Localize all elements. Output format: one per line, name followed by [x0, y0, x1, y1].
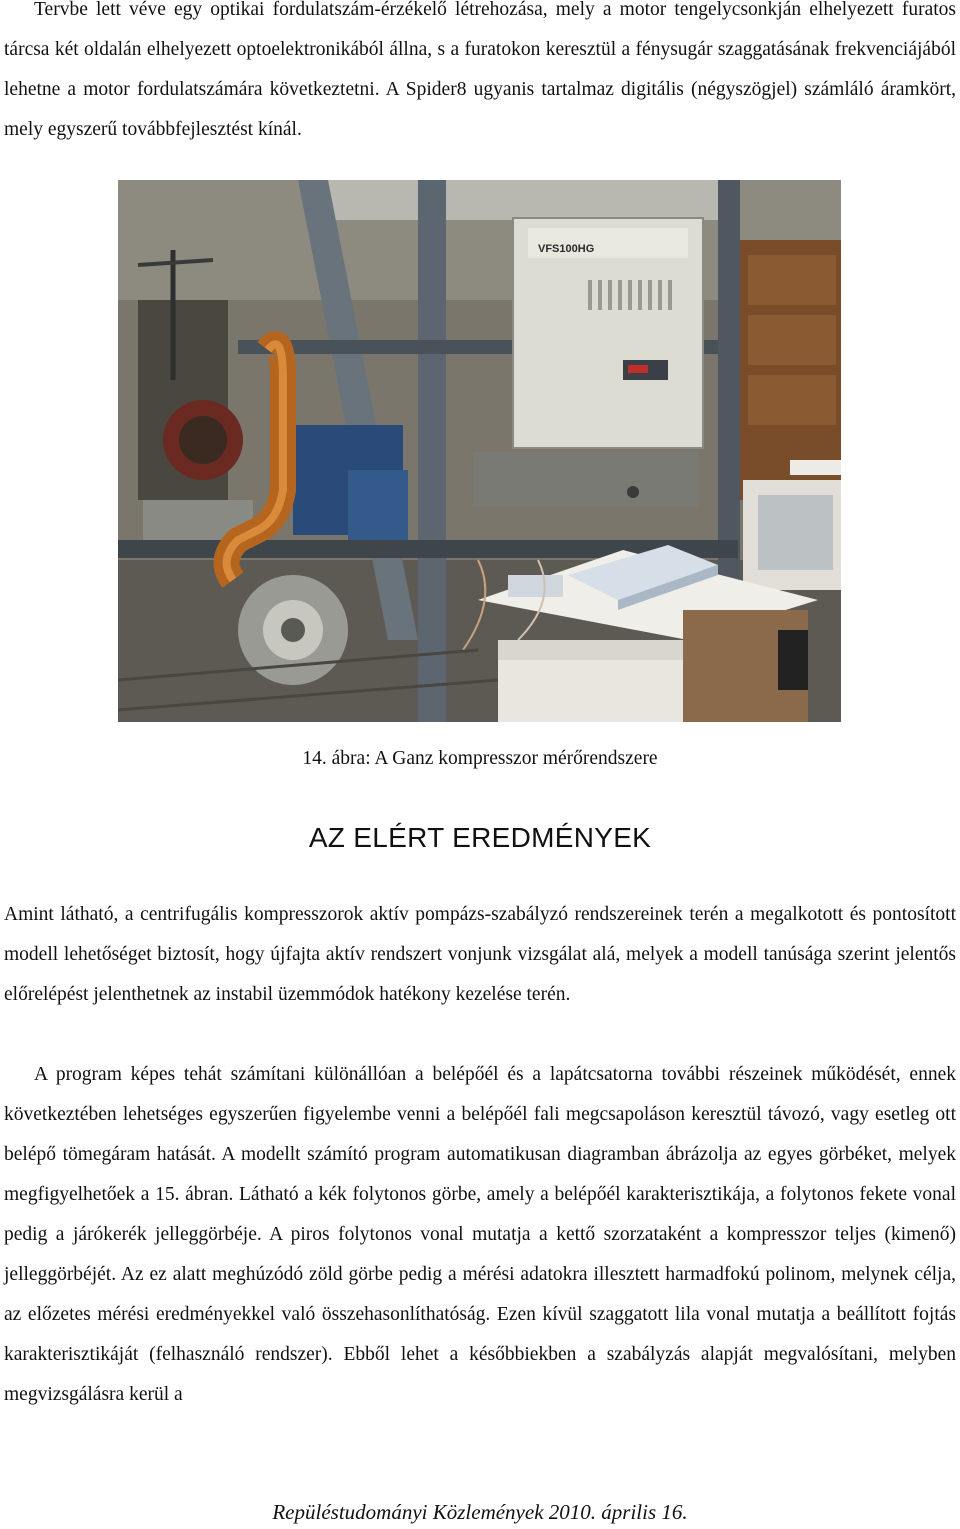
page-footer: Repüléstudományi Közlemények 2010. április 16. — [272, 1500, 688, 1524]
compressor-measurement-photo — [118, 180, 841, 722]
inverter-label: VFS100HG — [538, 243, 595, 255]
results-paragraph-1: Amint látható, a centrifugális kompresszorok aktív pompázs-szabályzó rendszereinek terén a megalkotott és pontosított modell lehetőséget biztosít, hogy újfajta aktív rendszert vonjunk vizsgálat alá, melyek a modell tanúsága szerint jelentős előrelépést jelenthetnek az instabil üzemmódok hatékony kezelése terén. — [4, 904, 956, 1005]
section-heading: AZ ELÉRT EREDMÉNYEK — [308, 822, 652, 853]
figure-caption: 14. ábra: A Ganz kompresszor mérőrendszere — [302, 748, 658, 769]
results-paragraph-2: A program képes tehát számítani különállóan a belépőél és a lapátcsatorna további részeinek működését, ennek következtében lehetséges egyszerűen figyelembe venni a belépőél fali megcsapoláson keresztül távozó, vagy esetleg ott belépő tömegáram hatását. A modellt számító program automatikusan diagramban ábrázolja az egyes görbéket, melyek megfigyelhetőek a 15. ábran. Látható a kék folytonos görbe, amely a belépőél karakterisztikája, a folytonos fekete vonal pedig a járókerék jelleggörbéje. A piros folytonos vonal mutatja a kettő szorzataként a kompresszor teljes (kimenő) jelleggörbéjét. Az ez alatt meghúzódó zöld görbe pedig a mérési adatokra illesztett harmadfokú polinom, melynek célja, az előzetes mérési eredményekkel való összehasonlíthatóság. Ezen kívül szaggatott lila vonal mutatja a beállított fojtás karakterisztikáját (felhasználó rendszer). Ebből lehet a későbbiekben a szabályzás alapját megvalósítani, melyben megvizsgálásra kerül a — [4, 1064, 956, 1405]
intro-paragraph: Tervbe lett véve egy optikai fordulatszám-érzékelő létrehozása, mely a motor tengelycsonkján elhelyezett furatos tárcsa két oldalán elhelyezett optoelektronikából állna, s a furatokon keresztül a fénysugár szaggatásának frekvenciájából lehetne a motor fordulatszámára következtetni. A Spider8 ugyanis tartalmaz digitális (négyszögjel) számláló áramkört, mely egyszerű továbbfejlesztést kínál. — [4, 0, 956, 140]
